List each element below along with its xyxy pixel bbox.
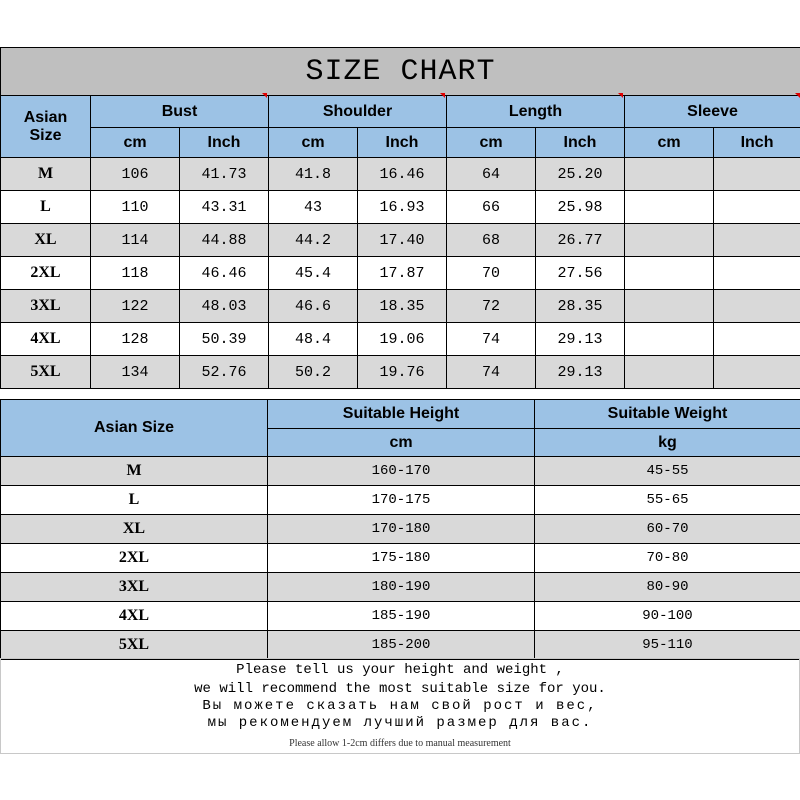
table-row	[1, 486, 800, 515]
table-row	[1, 544, 800, 573]
measurement-cell	[625, 158, 714, 191]
table-row	[1, 191, 800, 224]
size-table	[0, 47, 800, 389]
measurement-rows	[1, 158, 800, 389]
measurement-cell: 43.31	[180, 191, 269, 224]
weight-cell: 60-70	[535, 515, 800, 544]
sleeve-header: Sleeve	[625, 96, 800, 128]
measurement-cell: 128	[91, 323, 180, 356]
measurement-cell: 45.4	[269, 257, 358, 290]
measurement-cell	[625, 290, 714, 323]
measurement-cell	[625, 224, 714, 257]
measurement-cell: 19.06	[358, 323, 447, 356]
measurement-cell: 48.03	[180, 290, 269, 323]
size-label: XL	[1, 515, 268, 544]
measurement-cell	[714, 158, 800, 191]
unit-header: cm	[447, 128, 536, 158]
table-row	[1, 323, 800, 356]
asian-size-header-line2: Size	[29, 126, 62, 144]
measurement-cell: 68	[447, 224, 536, 257]
unit-header: cm	[625, 128, 714, 158]
measurement-cell: 28.35	[536, 290, 625, 323]
measurement-cell: 118	[91, 257, 180, 290]
table-row	[1, 290, 800, 323]
measurement-cell: 106	[91, 158, 180, 191]
measurement-cell: 19.76	[358, 356, 447, 389]
asian-size-header-2: Asian Size	[1, 400, 268, 457]
size-label: 2XL	[1, 544, 268, 573]
size-label: 3XL	[1, 290, 91, 323]
table-row	[1, 356, 800, 389]
table-row	[1, 457, 800, 486]
measurement-cell: 44.88	[180, 224, 269, 257]
measurement-cell: 16.93	[358, 191, 447, 224]
measurement-cell: 52.76	[180, 356, 269, 389]
measurement-cell	[714, 323, 800, 356]
chart-title: SIZE CHART	[1, 48, 800, 96]
corner-marker-icon	[618, 93, 623, 98]
measurement-cell	[625, 257, 714, 290]
measurement-cell: 17.40	[358, 224, 447, 257]
measurement-cell: 27.56	[536, 257, 625, 290]
measurement-cell: 16.46	[358, 158, 447, 191]
measurement-cell: 41.8	[269, 158, 358, 191]
size-label: 5XL	[1, 631, 268, 660]
table-row	[1, 573, 800, 602]
measurement-cell: 18.35	[358, 290, 447, 323]
measurement-cell: 29.13	[536, 323, 625, 356]
unit-header: Inch	[536, 128, 625, 158]
measurement-cell	[625, 191, 714, 224]
measurement-cell: 25.20	[536, 158, 625, 191]
weight-cell: 45-55	[535, 457, 800, 486]
measurement-cell: 44.2	[269, 224, 358, 257]
note-ru-line1: Вы можете сказать нам свой рост и вес,	[202, 698, 598, 714]
measurement-cell: 70	[447, 257, 536, 290]
measurement-cell: 122	[91, 290, 180, 323]
measurement-cell	[625, 323, 714, 356]
table-row	[1, 158, 800, 191]
asian-size-header-line1: Asian	[23, 108, 68, 126]
asian-size-header	[1, 96, 91, 158]
measurement-cell: 26.77	[536, 224, 625, 257]
measurement-cell: 46.6	[269, 290, 358, 323]
size-label: L	[1, 191, 91, 224]
corner-marker-icon	[795, 93, 800, 98]
size-label: M	[1, 457, 268, 486]
weight-cell: 90-100	[535, 602, 800, 631]
table-row	[1, 515, 800, 544]
measurement-cell: 74	[447, 356, 536, 389]
height-cell: 185-190	[268, 602, 535, 631]
measurement-cell	[714, 290, 800, 323]
size-label: 2XL	[1, 257, 91, 290]
weight-cell: 55-65	[535, 486, 800, 515]
fit-rows	[1, 457, 800, 660]
measurement-cell: 50.2	[269, 356, 358, 389]
unit-header: Inch	[180, 128, 269, 158]
note-en-line2: we will recommend the most suitable size for you.	[194, 681, 606, 697]
measurement-cell: 41.73	[180, 158, 269, 191]
weight-unit-header: kg	[535, 429, 800, 457]
size-label: L	[1, 486, 268, 515]
bust-header: Bust	[91, 96, 269, 128]
measurement-cell: 50.39	[180, 323, 269, 356]
table-row	[1, 224, 800, 257]
measurement-cell: 48.4	[269, 323, 358, 356]
size-label: 4XL	[1, 323, 91, 356]
unit-header: cm	[269, 128, 358, 158]
table-row	[1, 257, 800, 290]
size-label: 3XL	[1, 573, 268, 602]
suitable-weight-header: Suitable Weight	[535, 400, 800, 429]
size-label: 5XL	[1, 356, 91, 389]
table-row	[1, 631, 800, 660]
shoulder-header: Shoulder	[269, 96, 447, 128]
measurement-cell	[714, 191, 800, 224]
weight-cell: 95-110	[535, 631, 800, 660]
measurement-cell: 64	[447, 158, 536, 191]
weight-cell: 70-80	[535, 544, 800, 573]
height-cell: 170-175	[268, 486, 535, 515]
suitable-height-header: Suitable Height	[268, 400, 535, 429]
measurement-cell: 72	[447, 290, 536, 323]
size-label: 4XL	[1, 602, 268, 631]
corner-marker-icon	[440, 93, 445, 98]
unit-header: cm	[91, 128, 180, 158]
measurement-cell: 43	[269, 191, 358, 224]
corner-marker-icon	[262, 93, 267, 98]
note-en-line1: Please tell us your height and weight ,	[236, 662, 564, 678]
measurement-cell	[625, 356, 714, 389]
height-cell: 175-180	[268, 544, 535, 573]
height-cell: 160-170	[268, 457, 535, 486]
size-chart-document	[0, 47, 800, 660]
measurement-cell	[714, 356, 800, 389]
measurement-cell: 134	[91, 356, 180, 389]
height-cell: 185-200	[268, 631, 535, 660]
height-cell: 180-190	[268, 573, 535, 602]
height-unit-header: cm	[268, 429, 535, 457]
measurement-cell: 114	[91, 224, 180, 257]
measurement-cell	[714, 224, 800, 257]
measurement-cell: 46.46	[180, 257, 269, 290]
measurement-cell: 25.98	[536, 191, 625, 224]
size-label: M	[1, 158, 91, 191]
size-label: XL	[1, 224, 91, 257]
table-row	[1, 602, 800, 631]
measurement-cell: 17.87	[358, 257, 447, 290]
measurement-cell: 74	[447, 323, 536, 356]
note-ru-line2: мы рекомендуем лучший размер для вас.	[207, 715, 593, 731]
length-header: Length	[447, 96, 625, 128]
measurement-cell: 29.13	[536, 356, 625, 389]
weight-cell: 80-90	[535, 573, 800, 602]
measurement-cell	[714, 257, 800, 290]
unit-header: Inch	[358, 128, 447, 158]
measurement-cell: 66	[447, 191, 536, 224]
measurement-cell: 110	[91, 191, 180, 224]
height-cell: 170-180	[268, 515, 535, 544]
fit-table	[0, 399, 800, 660]
unit-header: Inch	[714, 128, 800, 158]
measurement-disclaimer: Please allow 1-2cm differs due to manual measurement	[289, 738, 511, 749]
